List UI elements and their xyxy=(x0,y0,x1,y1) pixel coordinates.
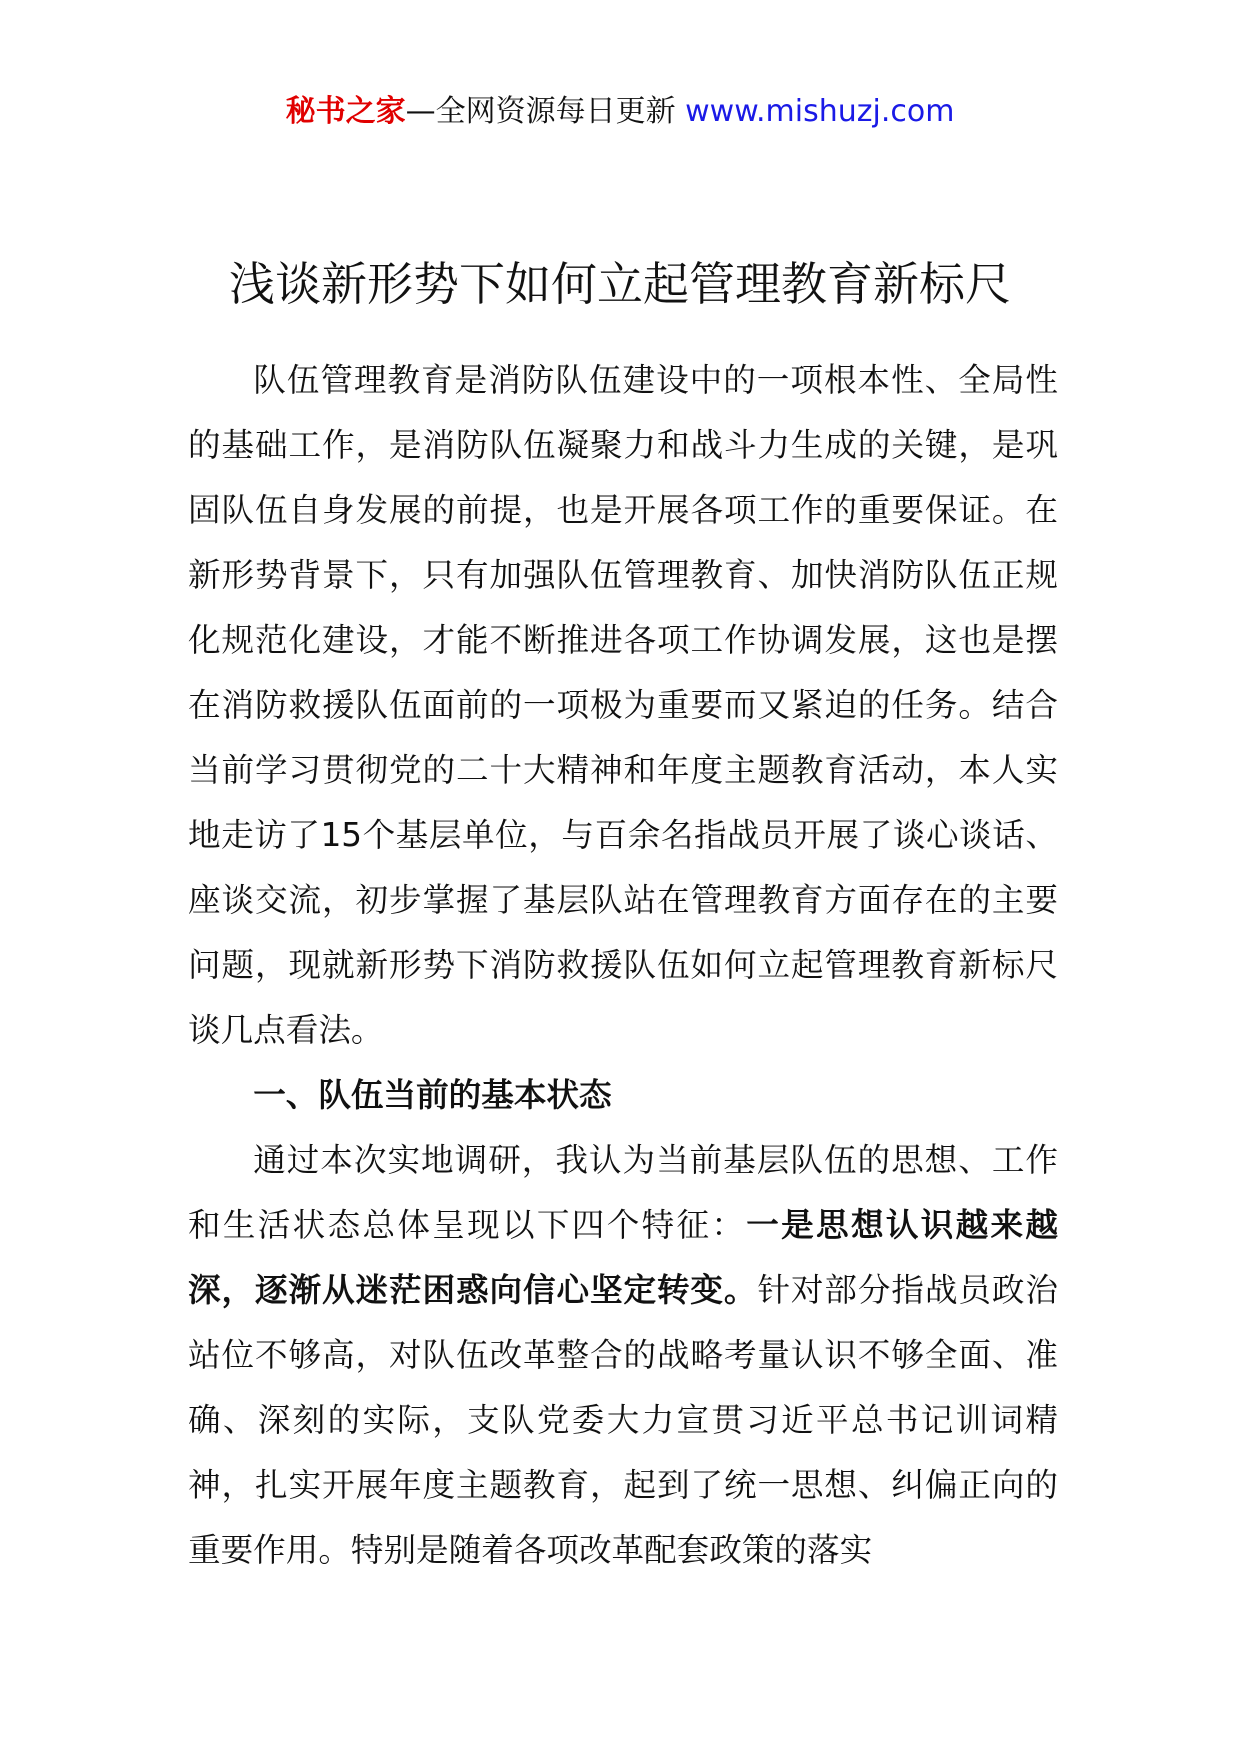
paragraph-rest-text: 针对部分指战员政治站位不够高，对队伍改革整合的战略考量认识不够全面、准确、深刻的实际，支队党委大力宣贯习近平总书记训词精神，扎实开展年度主题教育，起到了统一思想、纠偏正向的重要作用。特别是随着各项改革配套政策的落实 xyxy=(188,1271,1058,1569)
paragraph-lead-text: 通过本次实地调研，我认为当前基层队伍的思想、工作和生活状态总体呈现以下四个特征： xyxy=(188,1141,1058,1244)
site-header xyxy=(0,92,1240,132)
site-brand: 秘书之家 xyxy=(285,94,406,129)
site-url-link[interactable]: www.mishuzj.com xyxy=(685,94,955,129)
section-heading: 一、队伍当前的基本状态 xyxy=(253,1076,612,1114)
section-paragraph xyxy=(188,1128,1058,1583)
paragraph-bold-text: 一是思想认识越来越深，逐渐从迷茫困惑向信心坚定转变。 xyxy=(188,1206,1058,1309)
document-body xyxy=(188,348,1058,1583)
document-title: 浅谈新形势下如何立起管理教育新标尺 xyxy=(229,257,1011,311)
site-tagline: —全网资源每日更新 xyxy=(405,94,686,129)
intro-paragraph: 队伍管理教育是消防队伍建设中的一项根本性、全局性的基础工作，是消防队伍凝聚力和战斗力生成的关键，是巩固队伍自身发展的前提，也是开展各项工作的重要保证。在新形势背景下，只有加强队伍管理教育、加快消防队伍正规化规范化建设，才能不断推进各项工作协调发展，这也是摆在消防救援队伍面前的一项极为重要而又紧迫的任务。结合当前学习贯彻党的二十大精神和年度主题教育活动，本人实地走访了15个基层单位，与百余名指战员开展了谈心谈话、座谈交流，初步掌握了基层队站在管理教育方面存在的主要问题，现就新形势下消防救援队伍如何立起管理教育新标尺谈几点看法。 xyxy=(188,361,1058,1049)
